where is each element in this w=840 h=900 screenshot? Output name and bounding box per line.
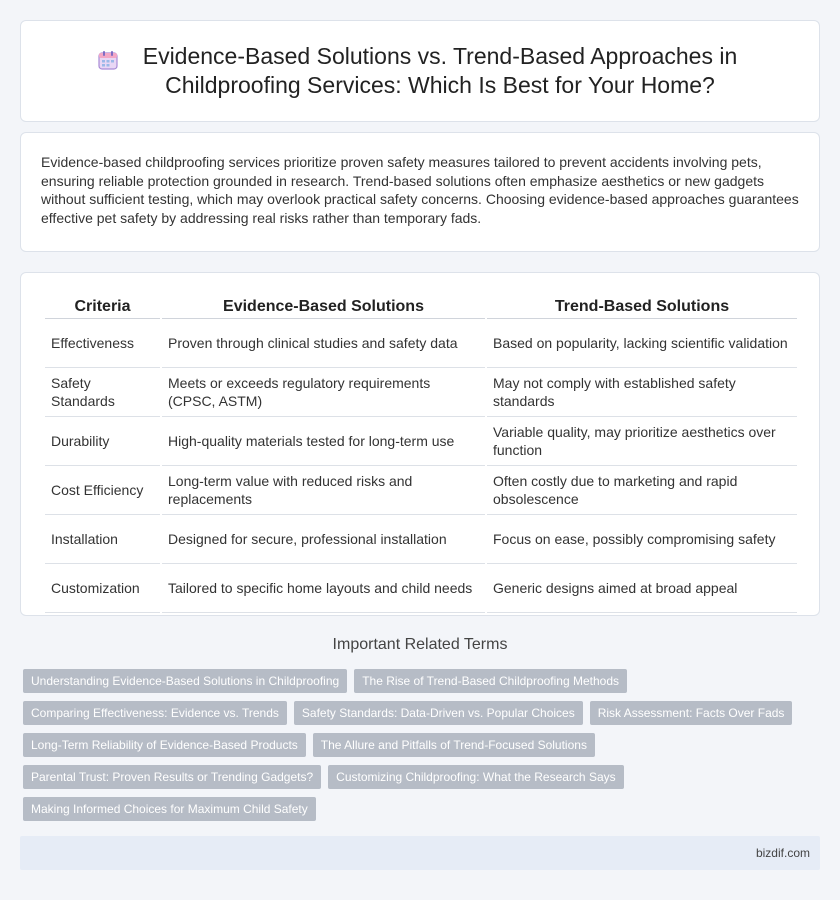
table-row [45,417,797,466]
related-terms-heading: Important Related Terms [332,636,508,653]
table-cell: Variable quality, may prioritize aesthetics over function [487,417,797,466]
related-term-tag[interactable]: Long-Term Reliability of Evidence-Based Products [23,733,306,757]
related-terms-list [23,669,823,829]
table-cell: Generic designs aimed at broad appeal [487,564,797,613]
table-cell: May not comply with established safety standards [487,368,797,417]
footer-site-link[interactable]: bizdif.com [755,846,810,860]
tag-row [23,733,823,757]
table-cell: Tailored to specific home layouts and child needs [162,564,485,613]
table-cell: Focus on ease, possibly compromising safety [487,515,797,564]
calendar-icon [97,49,119,71]
related-term-tag[interactable]: Risk Assessment: Facts Over Fads [590,701,793,725]
comparison-card [20,272,820,616]
tag-row [23,669,823,693]
related-term-tag[interactable]: The Rise of Trend-Based Childproofing Methods [354,669,627,693]
related-term-tag[interactable]: Customizing Childproofing: What the Research Says [328,765,623,789]
intro-paragraph: Evidence-based childproofing services prioritize proven safety measures tailored to prevent accidents involving pets, ensuring reliable protection grounded in research. Trend-based solutions often emphasize aesthetics or new gadgets without sufficient testing, which may overlook practical safety concerns. Choosing evidence-based approaches guarantees effective pet safety by addressing real risks rather than temporary fads. [41,154,799,226]
table-cell: Meets or exceeds regulatory requirements (CPSC, ASTM) [162,368,485,417]
page-title: Evidence-Based Solutions vs. Trend-Based Approaches in Childproofing Services: Which Is Best for Your Home? [142,43,738,98]
related-term-tag[interactable]: Making Informed Choices for Maximum Child Safety [23,797,316,821]
tag-row [23,765,823,789]
title-card [20,20,820,122]
table-cell: Often costly due to marketing and rapid obsolescence [487,466,797,515]
related-term-tag[interactable]: Understanding Evidence-Based Solutions in Childproofing [23,669,347,693]
table-cell: Durability [45,417,160,466]
tag-row [23,701,823,725]
intro-card [20,132,820,252]
table-header-row [45,293,797,319]
table-cell: Installation [45,515,160,564]
table-cell: Customization [45,564,160,613]
table-cell: Long-term value with reduced risks and replacements [162,466,485,515]
table-row [45,368,797,417]
footer [20,836,820,870]
table-row [45,466,797,515]
table-row [45,564,797,613]
table-cell: Effectiveness [45,319,160,368]
header-trend-based: Trend-Based Solutions [487,293,797,319]
related-term-tag[interactable]: Comparing Effectiveness: Evidence vs. Trends [23,701,287,725]
related-term-tag[interactable]: The Allure and Pitfalls of Trend-Focused Solutions [313,733,595,757]
table-row [45,515,797,564]
header-evidence-based: Evidence-Based Solutions [162,293,485,319]
table-cell: Based on popularity, lacking scientific validation [487,319,797,368]
comparison-table [43,293,799,613]
table-cell: Safety Standards [45,368,160,417]
table-row [45,319,797,368]
related-term-tag[interactable]: Safety Standards: Data-Driven vs. Popular Choices [294,701,583,725]
header-criteria: Criteria [45,293,160,319]
tag-row [23,797,823,821]
table-cell: Cost Efficiency [45,466,160,515]
table-cell: Designed for secure, professional installation [162,515,485,564]
related-term-tag[interactable]: Parental Trust: Proven Results or Trending Gadgets? [23,765,321,789]
table-cell: High-quality materials tested for long-term use [162,417,485,466]
table-cell: Proven through clinical studies and safety data [162,319,485,368]
